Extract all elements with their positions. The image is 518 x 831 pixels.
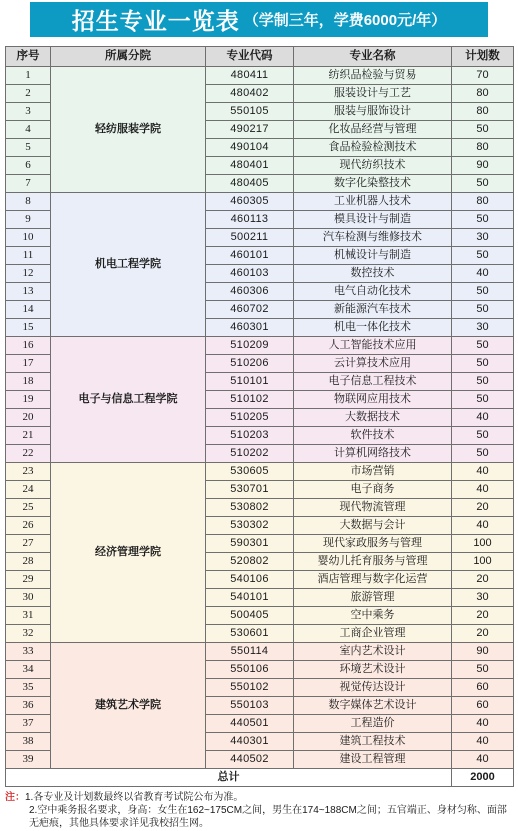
major-code: 460306: [206, 283, 294, 301]
plan-count: 20: [452, 625, 514, 643]
row-number: 16: [6, 337, 51, 355]
page-title: 招生专业一览表: [71, 8, 240, 34]
plan-count: 50: [452, 355, 514, 373]
major-code: 530802: [206, 499, 294, 517]
plan-count: 80: [452, 139, 514, 157]
major-name: 物联网应用技术: [294, 391, 452, 409]
plan-count: 60: [452, 697, 514, 715]
major-name: 大数据技术: [294, 409, 452, 427]
row-number: 13: [6, 283, 51, 301]
plan-count: 50: [452, 391, 514, 409]
row-number: 33: [6, 643, 51, 661]
major-code: 500405: [206, 607, 294, 625]
major-code: 460305: [206, 193, 294, 211]
major-name: 现代物流管理: [294, 499, 452, 517]
table-row: [6, 463, 514, 481]
plan-count: 50: [452, 211, 514, 229]
major-name: 人工智能技术应用: [294, 337, 452, 355]
plan-count: 90: [452, 643, 514, 661]
row-number: 22: [6, 445, 51, 463]
plan-count: 50: [452, 445, 514, 463]
row-number: 12: [6, 265, 51, 283]
major-code: 550102: [206, 679, 294, 697]
plan-count: 40: [452, 409, 514, 427]
row-number: 25: [6, 499, 51, 517]
major-code: 510203: [206, 427, 294, 445]
major-name: 建设工程管理: [294, 751, 452, 769]
notes-lead: 注：: [5, 792, 25, 803]
row-number: 30: [6, 589, 51, 607]
plan-count: 40: [452, 517, 514, 535]
row-number: 3: [6, 103, 51, 121]
row-number: 29: [6, 571, 51, 589]
row-number: 10: [6, 229, 51, 247]
major-code: 440301: [206, 733, 294, 751]
row-number: 19: [6, 391, 51, 409]
table-header-row: [6, 47, 514, 67]
row-number: 28: [6, 553, 51, 571]
major-code: 460103: [206, 265, 294, 283]
major-name: 纺织品检验与贸易: [294, 67, 452, 85]
major-code: 540101: [206, 589, 294, 607]
row-number: 38: [6, 733, 51, 751]
college-name: 电子与信息工程学院: [51, 337, 206, 463]
plan-count: 50: [452, 427, 514, 445]
major-name: 软件技术: [294, 427, 452, 445]
plan-count: 50: [452, 283, 514, 301]
major-code: 520802: [206, 553, 294, 571]
plan-count: 90: [452, 157, 514, 175]
plan-count: 30: [452, 589, 514, 607]
major-name: 建筑工程技术: [294, 733, 452, 751]
major-code: 550105: [206, 103, 294, 121]
plan-count: 40: [452, 481, 514, 499]
major-name: 现代纺织技术: [294, 157, 452, 175]
col-header-college: 所属分院: [51, 47, 206, 67]
plan-count: 70: [452, 67, 514, 85]
major-code: 550114: [206, 643, 294, 661]
major-code: 530601: [206, 625, 294, 643]
major-name: 化妆品经营与管理: [294, 121, 452, 139]
major-name: 数字媒体艺术设计: [294, 697, 452, 715]
total-value: 2000: [452, 769, 514, 787]
major-name: 室内艺术设计: [294, 643, 452, 661]
major-name: 电子商务: [294, 481, 452, 499]
major-name: 工业机器人技术: [294, 193, 452, 211]
row-number: 31: [6, 607, 51, 625]
major-code: 440501: [206, 715, 294, 733]
plan-count: 50: [452, 661, 514, 679]
college-name: 轻纺服装学院: [51, 67, 206, 193]
col-header-no: 序号: [6, 47, 51, 67]
enrollment-table: [5, 46, 514, 787]
major-name: 服装设计与工艺: [294, 85, 452, 103]
row-number: 18: [6, 373, 51, 391]
major-code: 460301: [206, 319, 294, 337]
row-number: 27: [6, 535, 51, 553]
row-number: 32: [6, 625, 51, 643]
plan-count: 50: [452, 121, 514, 139]
plan-count: 20: [452, 607, 514, 625]
major-name: 环境艺术设计: [294, 661, 452, 679]
row-number: 4: [6, 121, 51, 139]
row-number: 17: [6, 355, 51, 373]
plan-count: 30: [452, 229, 514, 247]
plan-count: 80: [452, 103, 514, 121]
total-row: [6, 769, 514, 787]
major-name: 空中乘务: [294, 607, 452, 625]
plan-count: 50: [452, 175, 514, 193]
major-code: 480411: [206, 67, 294, 85]
major-code: 500211: [206, 229, 294, 247]
major-code: 490217: [206, 121, 294, 139]
major-code: 490104: [206, 139, 294, 157]
major-name: 计算机网络技术: [294, 445, 452, 463]
college-name: 经济管理学院: [51, 463, 206, 643]
row-number: 20: [6, 409, 51, 427]
total-label: 总计: [6, 769, 452, 787]
note-2: 2.空中乘务报名要求，身高：女生在162~175CM之间，男生在174~188CM之间；五官端正、身材匀称、面部无疤痕，其他具体要求详见我校招生网。: [29, 805, 507, 829]
major-name: 数控技术: [294, 265, 452, 283]
row-number: 21: [6, 427, 51, 445]
major-name: 电气自动化技术: [294, 283, 452, 301]
notes: [5, 791, 513, 830]
major-name: 服装与服饰设计: [294, 103, 452, 121]
plan-count: 100: [452, 553, 514, 571]
plan-count: 50: [452, 373, 514, 391]
row-number: 2: [6, 85, 51, 103]
major-code: 460113: [206, 211, 294, 229]
table-body: [6, 67, 514, 769]
table-row: [6, 643, 514, 661]
major-name: 机电一体化技术: [294, 319, 452, 337]
major-name: 电子信息工程技术: [294, 373, 452, 391]
row-number: 23: [6, 463, 51, 481]
page-subtitle: （学制三年，学费6000元/年）: [243, 12, 447, 29]
note-line-1: [5, 791, 513, 804]
major-code: 440502: [206, 751, 294, 769]
plan-count: 50: [452, 337, 514, 355]
major-code: 510102: [206, 391, 294, 409]
plan-count: 40: [452, 463, 514, 481]
row-number: 8: [6, 193, 51, 211]
row-number: 26: [6, 517, 51, 535]
row-number: 35: [6, 679, 51, 697]
plan-count: 50: [452, 247, 514, 265]
plan-count: 40: [452, 265, 514, 283]
plan-count: 30: [452, 319, 514, 337]
plan-count: 100: [452, 535, 514, 553]
major-code: 480401: [206, 157, 294, 175]
major-name: 婴幼儿托育服务与管理: [294, 553, 452, 571]
major-code: 530701: [206, 481, 294, 499]
college-name: 建筑艺术学院: [51, 643, 206, 769]
major-name: 新能源汽车技术: [294, 301, 452, 319]
major-code: 510206: [206, 355, 294, 373]
major-name: 工商企业管理: [294, 625, 452, 643]
major-code: 530605: [206, 463, 294, 481]
row-number: 24: [6, 481, 51, 499]
header-banner: [0, 0, 518, 40]
major-name: 食品检验检测技术: [294, 139, 452, 157]
row-number: 37: [6, 715, 51, 733]
major-name: 工程造价: [294, 715, 452, 733]
plan-count: 40: [452, 733, 514, 751]
major-code: 510101: [206, 373, 294, 391]
major-code: 550103: [206, 697, 294, 715]
title-bar: [30, 2, 488, 37]
major-code: 460702: [206, 301, 294, 319]
col-header-code: 专业代码: [206, 47, 294, 67]
college-name: 机电工程学院: [51, 193, 206, 337]
col-header-plan: 计划数: [452, 47, 514, 67]
row-number: 34: [6, 661, 51, 679]
major-name: 视觉传达设计: [294, 679, 452, 697]
plan-count: 50: [452, 301, 514, 319]
row-number: 7: [6, 175, 51, 193]
major-code: 590301: [206, 535, 294, 553]
note-line-2: [5, 804, 513, 830]
row-number: 39: [6, 751, 51, 769]
major-name: 机械设计与制造: [294, 247, 452, 265]
major-code: 510209: [206, 337, 294, 355]
major-code: 480405: [206, 175, 294, 193]
plan-count: 60: [452, 679, 514, 697]
row-number: 5: [6, 139, 51, 157]
major-code: 480402: [206, 85, 294, 103]
major-name: 模具设计与制造: [294, 211, 452, 229]
row-number: 1: [6, 67, 51, 85]
plan-count: 40: [452, 751, 514, 769]
plan-count: 20: [452, 499, 514, 517]
row-number: 6: [6, 157, 51, 175]
major-name: 市场营销: [294, 463, 452, 481]
row-number: 11: [6, 247, 51, 265]
plan-count: 20: [452, 571, 514, 589]
major-name: 数字化染整技术: [294, 175, 452, 193]
plan-count: 80: [452, 193, 514, 211]
major-code: 530302: [206, 517, 294, 535]
major-name: 旅游管理: [294, 589, 452, 607]
note-1: 1.各专业及计划数最终以省教育考试院公布为准。: [25, 792, 244, 803]
major-code: 460101: [206, 247, 294, 265]
plan-count: 40: [452, 715, 514, 733]
row-number: 9: [6, 211, 51, 229]
row-number: 36: [6, 697, 51, 715]
major-code: 510202: [206, 445, 294, 463]
major-name: 现代家政服务与管理: [294, 535, 452, 553]
table-row: [6, 193, 514, 211]
row-number: 14: [6, 301, 51, 319]
table-row: [6, 337, 514, 355]
major-name: 大数据与会计: [294, 517, 452, 535]
major-code: 550106: [206, 661, 294, 679]
major-name: 汽车检测与维修技术: [294, 229, 452, 247]
major-code: 510205: [206, 409, 294, 427]
table-row: [6, 67, 514, 85]
plan-count: 80: [452, 85, 514, 103]
major-code: 540106: [206, 571, 294, 589]
row-number: 15: [6, 319, 51, 337]
major-name: 云计算技术应用: [294, 355, 452, 373]
col-header-major: 专业名称: [294, 47, 452, 67]
major-name: 酒店管理与数字化运营: [294, 571, 452, 589]
